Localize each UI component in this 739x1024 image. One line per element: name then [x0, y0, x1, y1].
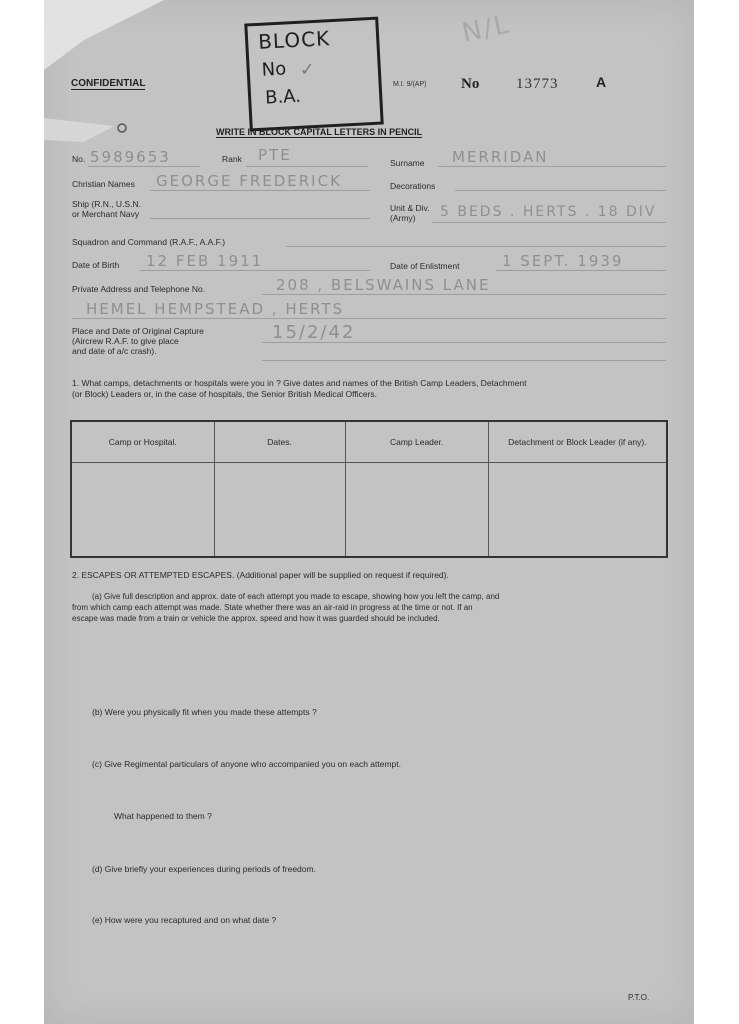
question-2e-text: (e) How were you recaptured and on what date ? — [92, 915, 277, 925]
reference-code: M.I. 9/(AP) — [393, 81, 427, 88]
table-cell — [71, 463, 214, 558]
address-line-1: 208 , BELSWAINS LANE — [276, 276, 491, 294]
question-2a-text-end: escape was made from a train or vehicle the approx. speed and how it was guarded should be included. — [72, 614, 440, 623]
ship-label: Ship (R.N., U.S.N. — [72, 199, 141, 209]
capture-label: Place and Date of Original Capture — [72, 326, 204, 336]
question-2a-text: (a) Give full description and approx. date of each attempt you made to escape, showing how you left the camp, and — [92, 592, 500, 601]
unit-label: Unit & Div. — [390, 203, 430, 213]
question-1-text: 1. What camps, detachments or hospitals were you in ? Give dates and names of the British Camp Leaders, Detachment — [72, 378, 527, 388]
confidential-label: CONFIDENTIAL — [71, 78, 146, 89]
question-2c-text: (c) Give Regimental particulars of anyone who accompanied you on each attempt. — [92, 759, 401, 769]
no-value: 5989653 — [90, 148, 171, 166]
table-header-row — [71, 421, 667, 463]
capture-crash-label: and date of a/c crash). — [72, 346, 157, 356]
form-suffix: A — [596, 74, 607, 90]
form-number: 13773 — [516, 76, 559, 92]
rank-value: PTE — [258, 146, 292, 164]
capture-value: 15/2/42 — [272, 322, 356, 343]
number-prefix: No — [461, 76, 480, 92]
army-label: (Army) — [390, 213, 416, 223]
pencil-instruction: WRITE IN BLOCK CAPITAL LETTERS IN PENCIL — [216, 127, 423, 137]
rank-label: Rank — [222, 154, 242, 164]
stamp-line-2: No — [261, 58, 287, 81]
enlistment-label: Date of Enlistment — [390, 261, 460, 271]
christian-names-label: Christian Names — [72, 179, 135, 189]
table-row — [71, 463, 667, 558]
enlistment-value: 1 SEPT. 1939 — [502, 252, 624, 270]
pto-label: P.T.O. — [628, 993, 650, 1002]
camps-table — [70, 420, 668, 558]
decorations-label: Decorations — [390, 181, 436, 191]
question-2-heading: 2. ESCAPES OR ATTEMPTED ESCAPES. (Additional paper will be supplied on request if required). — [72, 570, 449, 580]
christian-names-value: GEORGE FREDERICK — [156, 172, 342, 190]
table-cell — [488, 463, 667, 558]
capture-aircrew-label: (Aircrew R.A.F. to give place — [72, 336, 179, 346]
pencil-mark: N/L — [459, 9, 514, 49]
torn-corner — [44, 0, 184, 150]
block-stamp — [244, 17, 383, 132]
stamp-check-icon: ✓ — [299, 58, 316, 81]
question-2a-text-continued: from which camp each attempt was made. State whether there was an air-raid in progress at the time or not. If an — [72, 603, 473, 612]
question-2b-text: (b) Were you physically fit when you made these attempts ? — [92, 707, 317, 717]
surname-label: Surname — [390, 158, 425, 168]
column-camp-or-hospital: Camp or Hospital. — [71, 421, 214, 463]
no-label: No. — [72, 154, 86, 164]
stamp-line-3: B.A. — [264, 85, 302, 109]
merchant-navy-label: or Merchant Navy — [72, 209, 140, 219]
surname-value: MERRIDAN — [452, 148, 549, 166]
squadron-label: Squadron and Command (R.A.F., A.A.F.) — [72, 237, 226, 247]
address-label: Private Address and Telephone No. — [72, 284, 206, 294]
unit-value: 5 BEDS . HERTS . 18 DIV — [440, 204, 657, 220]
address-line-2: HEMEL HEMPSTEAD , HERTS — [86, 300, 345, 318]
dob-label: Date of Birth — [72, 260, 120, 270]
question-2c-followup: What happened to them ? — [114, 811, 212, 821]
question-2d-text: (d) Give briefly your experiences during periods of freedom. — [92, 864, 316, 874]
table-cell — [214, 463, 345, 558]
dob-value: 12 FEB 1911 — [146, 252, 264, 270]
question-1-text-continued: (or Block) Leaders or, in the case of hospitals, the Senior British Medical Officers. — [72, 389, 378, 399]
stamp-line-1: BLOCK — [257, 26, 331, 54]
column-dates: Dates. — [214, 421, 345, 463]
column-camp-leader: Camp Leader. — [345, 421, 488, 463]
table-cell — [345, 463, 488, 558]
column-detachment-leader: Detachment or Block Leader (if any). — [488, 421, 667, 463]
